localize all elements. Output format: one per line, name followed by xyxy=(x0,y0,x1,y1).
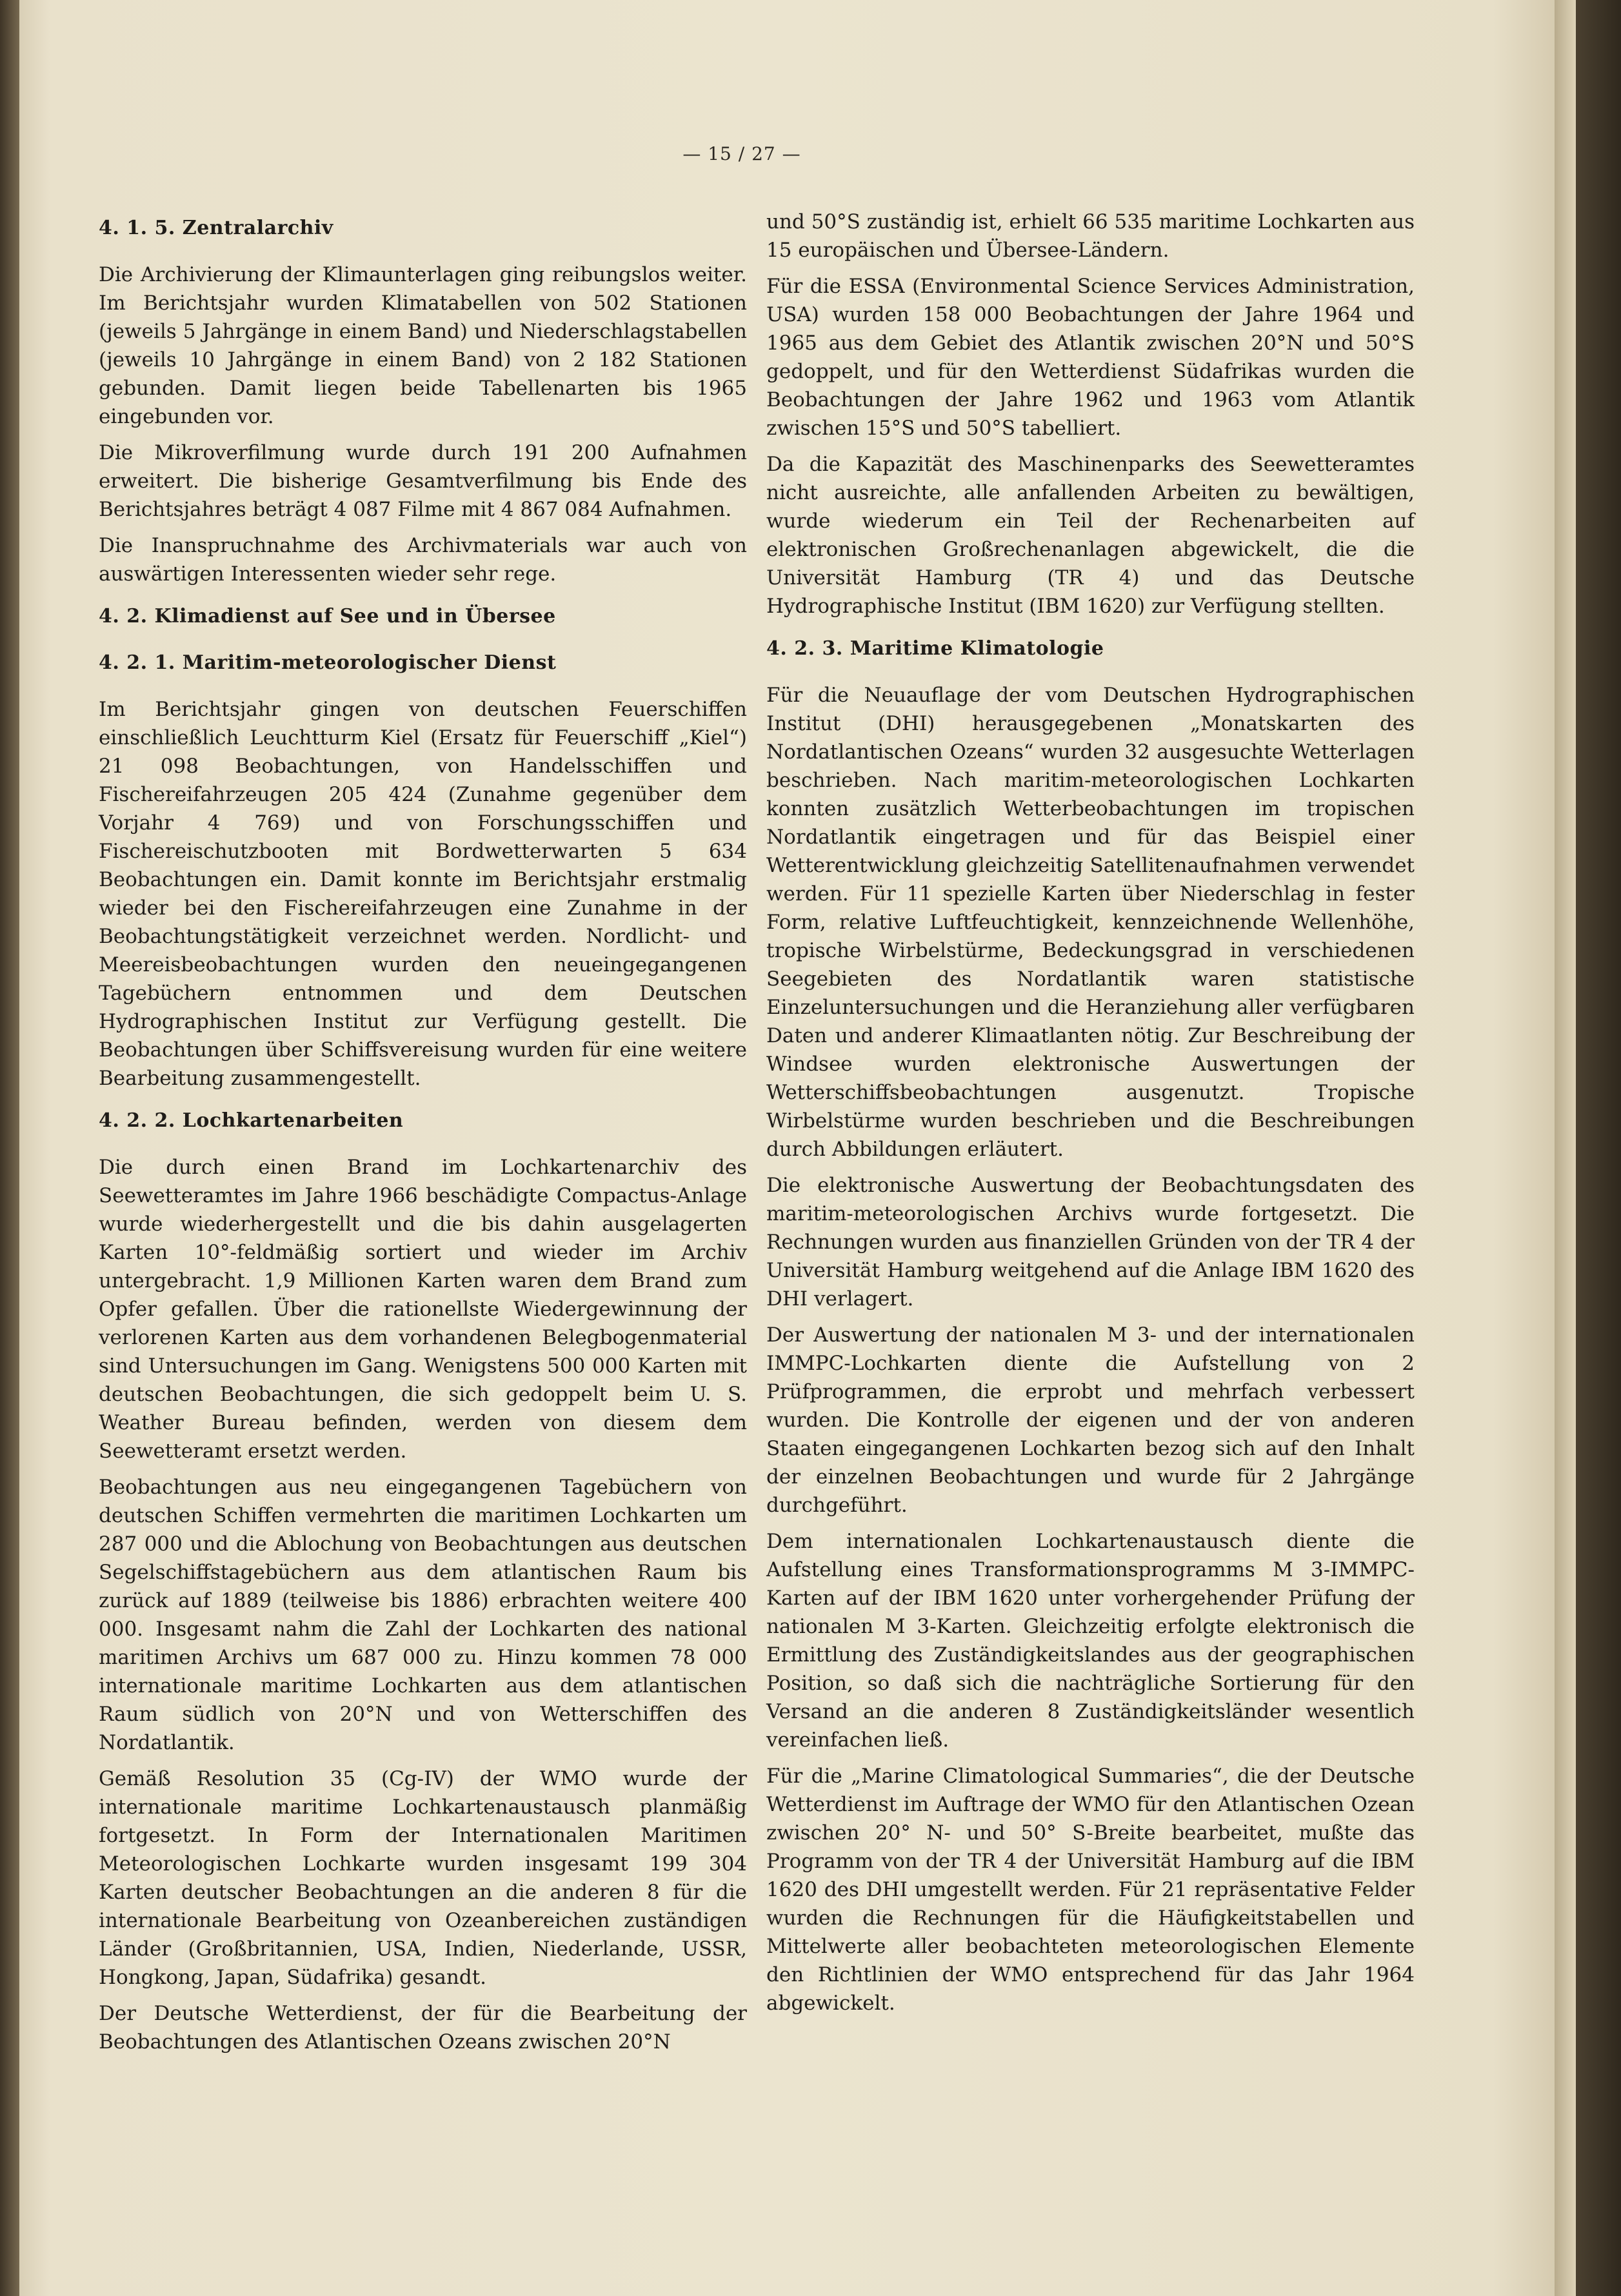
paragraph: Für die ESSA (Environmental Science Services Administration, USA) wurden 158 000 Beobachtungen der Jahre 1964 und 1965 aus dem Gebiet des Atlantik zwischen 20°N und 50°S gedoppelt, und für den Wetterdienst Südafrikas wurden die Beobachtungen der Jahre 1962 und 1963 vom Atlantik zwischen 15°S und 50°S tabelliert. xyxy=(766,275,1415,440)
paragraph: Die elektronische Auswertung der Beobachtungsdaten des maritim-meteorologischen Archivs wurde fortgesetzt. Die Rechnungen wurden aus finanziellen Gründen von der TR 4 der Universität Hamburg weitgehend auf die Anlage IBM 1620 des DHI verlagert. xyxy=(766,1174,1415,1311)
paragraph: Die Inanspruchnahme des Archivmaterials war auch von auswärtigen Interessenten wieder sehr rege. xyxy=(99,534,747,586)
paragraph: Gemäß Resolution 35 (Cg-IV) der WMO wurde der internationale maritime Lochkartenaustausch planmäßig fortgesetzt. In Form der Internationalen Maritimen Meteorologischen Lochkarte wurden insgesamt 199 304 Karten deutscher Beobachtungen an die anderen 8 für die internationale Bearbeitung von Ozeanbereichen zuständigen Länder (Großbritannien, USA, Indien, Niederlande, USSR, Hongkong, Japan, Südafrika) gesandt. xyxy=(99,1767,747,1989)
paragraph: Da die Kapazität des Maschinenparks des Seewetteramtes nicht ausreichte, alle anfallenden Arbeiten zu bewältigen, wurde wiederum ein Teil der Rechenarbeiten auf elektronischen Großrechenanlagen abgewickelt, die die Universität Hamburg (TR 4) und das Deutsche Hydrographische Institut (IBM 1620) zur Verfügung stellten. xyxy=(766,453,1415,618)
page-number: — 15 / 27 — xyxy=(682,143,801,164)
paragraph: Die durch einen Brand im Lochkartenarchiv des Seewetteramtes im Jahre 1966 beschädigte Compactus-Anlage wurde wiederhergestellt und die bis dahin ausgelagerten Karten 10°-feldmäßig sortiert und wieder im Archiv untergebracht. 1,9 Millionen Karten waren dem Brand zum Opfer gefallen. Über die rationellste Wiedergewinnung der verlorenen Karten aus dem vorhandenen Belegbogenmaterial sind Untersuchungen im Gang. Wenigstens 500 000 Karten mit deutschen Beobachtungen, die sich gedoppelt beim U. S. Weather Bureau befinden, werden von diesem dem Seewetteramt ersetzt werden. xyxy=(99,1156,747,1463)
right-column xyxy=(766,208,1415,2025)
paragraph: Die Archivierung der Klimaunterlagen ging reibungslos weiter. Im Berichtsjahr wurden Klimatabellen von 502 Stationen (jeweils 5 Jahrgänge in einem Band) und Niederschlagstabellen (jeweils 10 Jahrgänge in einem Band) von 2 182 Stationen gebunden. Damit liegen beide Tabellenarten bis 1965 eingebunden vor. xyxy=(99,263,747,428)
paragraph: Der Deutsche Wetterdienst, der für die Bearbeitung der Beobachtungen des Atlantischen Ozeans zwischen 20°N xyxy=(99,2002,747,2054)
document-page xyxy=(19,0,1555,2296)
paragraph: Für die Neuauflage der vom Deutschen Hydrographischen Institut (DHI) herausgegebenen „Monatskarten des Nordatlantischen Ozeans“ wurden 32 ausgesuchte Wetterlagen beschrieben. Nach maritim-meteorologischen Lochkarten konnten zusätzlich Wetterbeobachtungen im tropischen Nordatlantik eingetragen und für das Beispiel einer Wetterentwicklung gleichzeitig Satellitenaufnahmen verwendet werden. Für 11 spezielle Karten über Niederschlag in fester Form, relative Luftfeuchtigkeit, kennzeichnende Wellenhöhe, tropische Wirbelstürme, Bedeckungsgrad in verschiedenen Seegebieten des Nordatlantik waren statistische Einzeluntersuchungen und die Heranziehung aller verfügbaren Daten und anderer Klimaatlanten nötig. Zur Beschreibung der Windsee wurden elektronische Auswertungen der Wetterschiffsbeobachtungen ausgenutzt. Tropische Wirbelstürme wurden beschrieben und die Beschreibungen durch Abbildungen erläutert. xyxy=(766,684,1415,1161)
paragraph: Im Berichtsjahr gingen von deutschen Feuerschiffen einschließlich Leuchtturm Kiel (Ersatz für Feuerschiff „Kiel“) 21 098 Beobachtungen, von Handelsschiffen und Fischereifahrzeugen 205 424 (Zunahme gegenüber dem Vorjahr 4 769) und von Forschungsschiffen und Fischereischutzbooten mit Bordwetterwarten 5 634 Beobachtungen ein. Damit konnte im Berichtsjahr erstmalig wieder bei den Fischereifahrzeugen eine Zunahme in der Beobachtungstätigkeit verzeichnet werden. Nordlicht- und Meereisbeobachtungen wurden den neueingegangenen Tagebüchern entnommen und dem Deutschen Hydrographischen Institut zur Verfügung gestellt. Die Beobachtungen über Schiffsvereisung wurden für eine weitere Bearbeitung zusammengestellt. xyxy=(99,698,747,1090)
paragraph: Für die „Marine Climatological Summaries“, die der Deutsche Wetterdienst im Auftrage der WMO für den Atlantischen Ozean zwischen 20° N- und 50° S-Breite bearbeitet, mußte das Programm von der TR 4 der Universität Hamburg auf die IBM 1620 des DHI umgestellt werden. Für 21 repräsentative Felder wurden die Rechnungen für die Häufigkeitstabellen und Mittelwerte aller beobachteten meteorologischen Elemente den Richtlinien der WMO entsprechend für das Jahr 1964 abgewickelt. xyxy=(766,1765,1415,2015)
section-4-1-5-heading: 4. 1. 5. Zentralarchiv xyxy=(99,217,333,239)
paragraph: und 50°S zuständig ist, erhielt 66 535 maritime Lochkarten aus 15 europäischen und Übersee-Ländern. xyxy=(766,210,1415,262)
paragraph: Der Auswertung der nationalen M 3- und der internationalen IMMPC-Lochkarten diente die Aufstellung von 2 Prüfprogrammen, die erprobt und mehrfach verbessert wurden. Die Kontrolle der eigenen und der von anderen Staaten eingegangenen Lochkarten bezog sich auf den Inhalt der einzelnen Beobachtungen und wurde für 2 Jahrgänge durchgeführt. xyxy=(766,1323,1415,1517)
section-4-2-3-heading: 4. 2. 3. Maritime Klimatologie xyxy=(766,637,1104,660)
section-4-2-1-heading: 4. 2. 1. Maritim-meteorologischer Dienst xyxy=(99,651,557,674)
section-4-2-2-heading: 4. 2. 2. Lochkartenarbeiten xyxy=(99,1109,404,1132)
section-4-2-heading: 4. 2. Klimadienst auf See und in Übersee xyxy=(99,605,556,628)
paragraph: Die Mikroverfilmung wurde durch 191 200 Aufnahmen erweitert. Die bisherige Gesamtverfilmung bis Ende des Berichtsjahres beträgt 4 087 Filme mit 4 867 084 Aufnahmen. xyxy=(99,441,747,521)
paragraph: Dem internationalen Lochkartenaustausch diente die Aufstellung eines Transformationsprogramms M 3-IMMPC-Karten auf der IBM 1620 unter vorhergehender Prüfung der nationalen M 3-Karten. Gleichzeitig erfolgte elektronisch die Ermittlung des Zuständigkeitslandes aus der geographischen Position, so daß sich die nachträgliche Sortierung für den Versand an die anderen 8 Zuständigkeitsländer wesentlich vereinfachen ließ. xyxy=(766,1530,1415,1752)
paragraph: Beobachtungen aus neu eingegangenen Tagebüchern von deutschen Schiffen vermehrten die maritimen Lochkarten um 287 000 und die Ablochung von Beobachtungen aus deutschen Segelschiffstagebüchern aus dem atlantischen Raum bis zurück auf 1889 (teilweise bis 1886) erbrachten weitere 400 000. Insgesamt nahm die Zahl der Lochkarten des national maritimen Archivs um 687 000 zu. Hinzu kommen 78 000 internationale maritime Lochkarten aus dem atlantischen Raum südlich von 20°N und von Wetterschiffen des Nordatlantik. xyxy=(99,1476,747,1754)
left-column xyxy=(99,206,747,2064)
scan-right-edge xyxy=(1576,0,1621,2296)
